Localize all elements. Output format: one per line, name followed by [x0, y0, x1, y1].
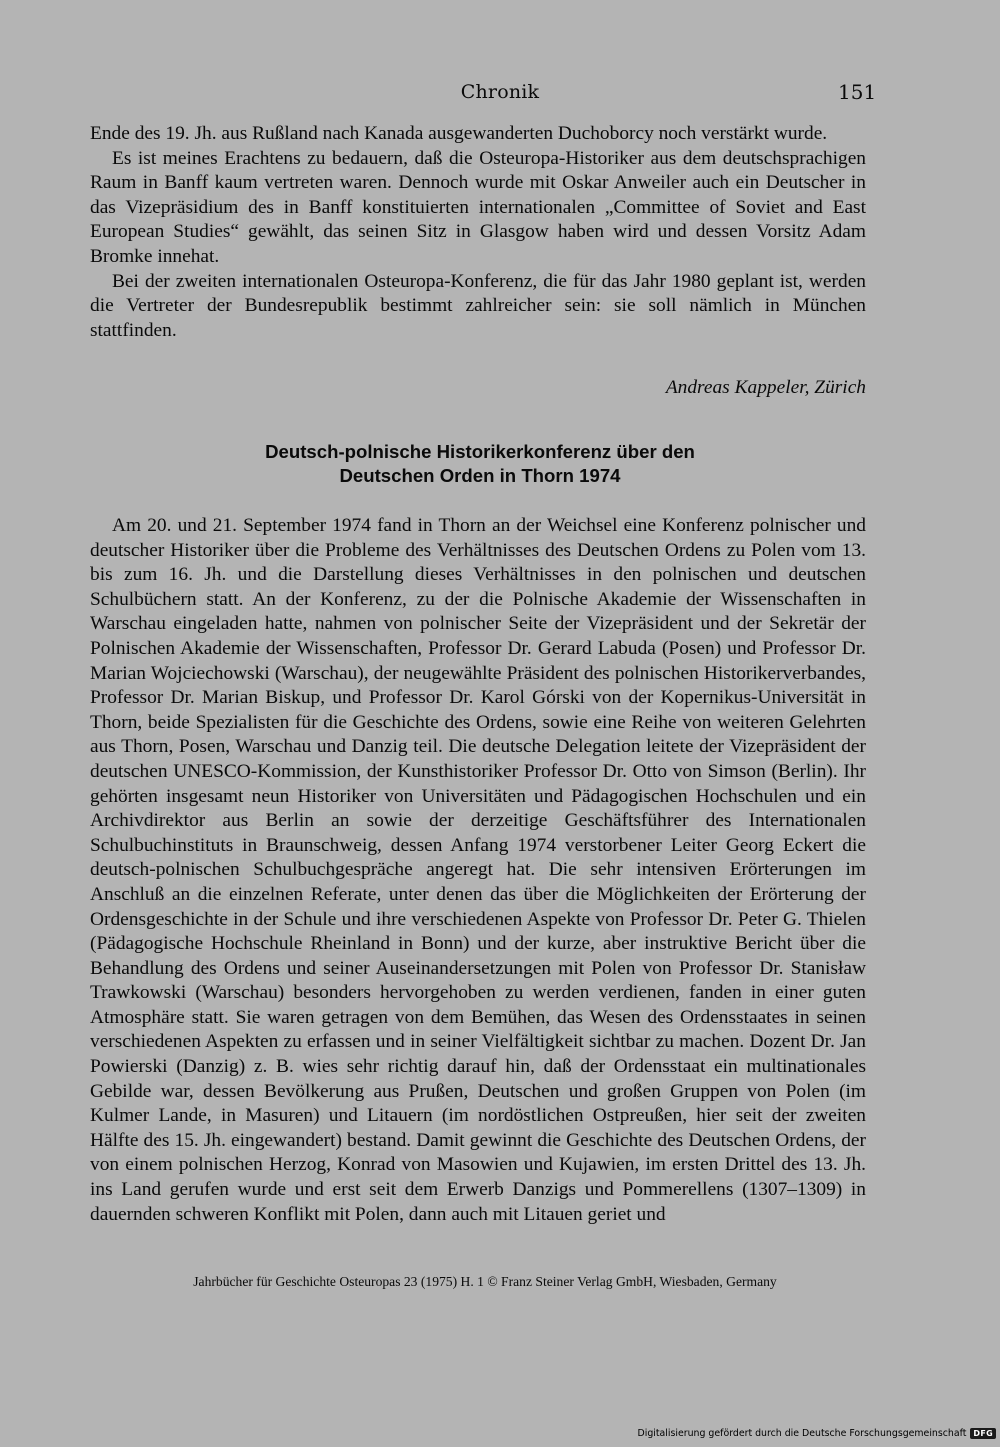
- footer-citation: Jahrbücher für Geschichte Osteuropas 23 (1975) H. 1 © Franz Steiner Verlag GmbH, Wiesbaden, Germany: [193, 1274, 777, 1289]
- paragraph: Am 20. und 21. September 1974 fand in Thorn an der Weichsel eine Konferenz polnischer und deutscher Historiker über die Probleme des Verhältnisses des Deutschen Ordens zu Polen vom 13. bis zum 16. Jh. und die Darstellung dieses Verhältnisses in den polnischen und deutschen Schulbüchern statt. An der Konferenz, zu der die Polnische Akademie der Wissenschaften in Warschau eingeladen hatte, nahmen von polnischer Seite der Vizepräsident und der Sekretär der Polnischen Akademie der Wissenschaften, Professor Dr. Gerard Labuda (Posen) und Professor Dr. Marian Wojciechowski (Warschau), der neugewählte Präsident des polnischen Historikerverbandes, Professor Dr. Marian Biskup, und Professor Dr. Karol Górski von der Kopernikus-Universität in Thorn, beide Spezialisten für die Geschichte des Ordens, sowie eine Reihe von weiteren Gelehrten aus Thorn, Posen, Warschau und Danzig teil. Die deutsche Delegation leitete der Vizepräsident der deutschen UNESCO-Kommission, der Kunsthistoriker Professor Dr. Otto von Simson (Berlin). Ihr gehörten insgesamt neun Historiker von Universitäten und Pädagogischen Hochschulen und ein Archivdirektor aus Berlin an sowie der derzeitige Geschäftsführer des Internationalen Schulbuchinstituts in Braunschweig, dessen Anfang 1974 verstorbener Leiter Georg Eckert die deutsch-polnischen Schulbuchgespräche angeregt hat. Die sehr intensiven Erörterungen im Anschluß an die einzelnen Referate, unter denen das über die Möglichkeiten der Erörterung der Ordensgeschichte in der Schule und ihre verschiedenen Aspekte von Professor Dr. Peter G. Thielen (Pädagogische Hochschule Rheinland in Bonn) und der kurze, aber instruktive Bericht über die Behandlung des Ordens und seiner Auseinandersetzungen mit Polen von Professor Dr. Stanisław Trawkowski (Warschau) besonders hervorgehoben zu werden verdienen, fanden in einer guten Atmosphäre statt. Sie waren getragen von dem Bemühen, das Wesen des Ordensstaates in seinen verschiedenen Aspekten zu erfassen und in seiner Vielfältigkeit sichtbar zu machen. Dozent Dr. Jan Powierski (Danzig) z. B. wies sehr richtig darauf hin, daß der Ordensstaat ein multinationales Gebilde war, dessen Bevölkerung aus Prußen, Deutschen und großen Gruppen von Polen (im Kulmer Lande, in Masuren) und Litauern (im nordöstlichen Ostpreußen, hier seit der zweiten Hälfte des 15. Jh. eingewandert) bestand. Damit gewinnt die Geschichte des Deutschen Ordens, der von einem polnischen Herzog, Konrad von Masowien und Kujawien, im ersten Drittel des 13. Jh. ins Land gerufen wurde und erst seit dem Erwerb Danzigs und Pommerellens (1307–1309) in dauernden schweren Konflikt mit Polen, dann auch mit Litauen geriet und: [90, 515, 866, 1225]
- funding-text: Digitalisierung gefördert durch die Deutsche Forschungsgemeinschaft: [637, 1428, 967, 1439]
- article-title: [160, 440, 800, 488]
- title-line: Deutschen Orden in Thorn 1974: [339, 465, 621, 486]
- page-number: 151: [838, 80, 877, 104]
- article-body: [90, 514, 866, 1227]
- author-signature: Andreas Kappeler, Zürich: [665, 377, 866, 398]
- running-header: Chronik: [460, 81, 540, 103]
- previous-article-ending: [90, 122, 866, 343]
- paragraph: Es ist meines Erachtens zu bedauern, daß die Osteuropa-Historiker aus dem deutschsprachigen Raum in Banff kaum vertreten waren. Dennoch wurde mit Oskar Anweiler auch ein Deutscher in das Vizepräsidium des in Banff konstituierten internationalen „Committee of Soviet and East European Studies“ gewählt, das seinen Sitz in Glasgow haben wird und dessen Vorsitz Adam Bromke innehat.: [90, 147, 866, 267]
- dfg-logo-icon: DFG: [970, 1428, 996, 1439]
- dfg-funding-note: [638, 1428, 997, 1439]
- paragraph: Bei der zweiten internationalen Osteuropa-Konferenz, die für das Jahr 1980 geplant ist, werden die Vertreter der Bundesrepublik bestimmt zahlreicher sein: sie soll nämlich in München stattfinden.: [90, 270, 866, 341]
- title-line: Deutsch-polnische Historikerkonferenz über den: [265, 441, 695, 462]
- paragraph: Ende des 19. Jh. aus Rußland nach Kanada ausgewanderten Duchoborcy noch verstärkt wurde.: [90, 123, 828, 144]
